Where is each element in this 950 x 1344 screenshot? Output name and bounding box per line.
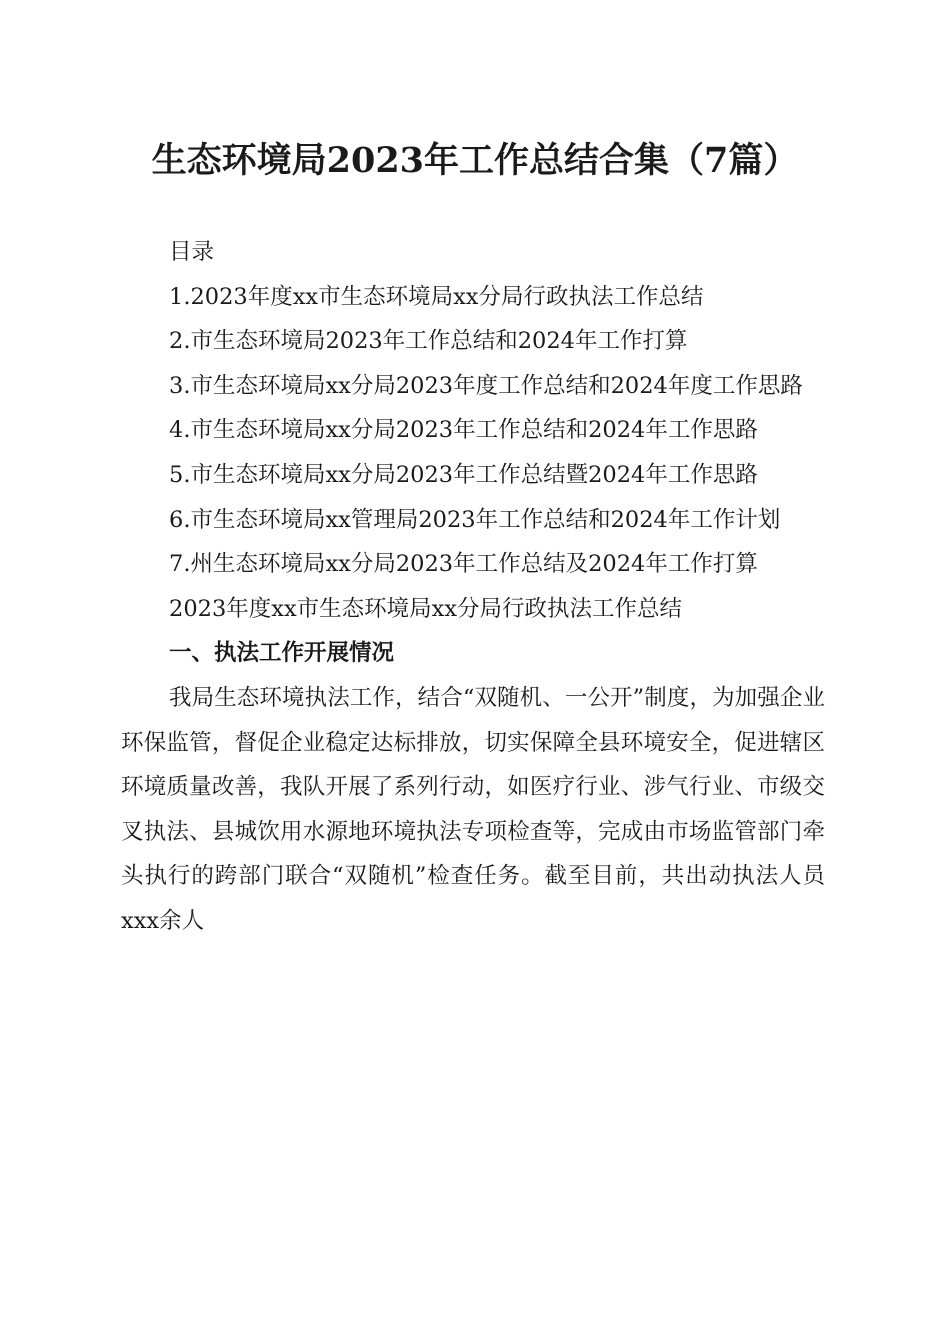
toc-label: 目录 (169, 239, 215, 265)
document-title: 生态环境局2023年工作总结合集（7篇） (151, 140, 799, 181)
toc-item-5: 5.市生态环境局xx分局2023年工作总结暨2024年工作思路 (169, 461, 758, 488)
toc-item-2: 2.市生态环境局2023年工作总结和2024年工作打算 (169, 328, 688, 355)
body-paragraph: 我局生态环境执法工作，结合“双随机、一公开”制度，为加强企业环保监管，督促企业稳定达标排放，切实保障全县环境安全，促进辖区环境质量改善，我队开展了系列行动，如医疗行业、涉气行业、市级交叉执法、县城饮用水源地环境执法专项检查等，完成由市场监管部门牵头执行的跨部门联合“双随机”检查任务。截至目前，共出动执法人员xxx余人 (121, 684, 825, 934)
toc-item-7: 7.州生态环境局xx分局2023年工作总结及2024年工作打算 (169, 551, 758, 578)
article-title: 2023年度xx市生态环境局xx分局行政执法工作总结 (169, 595, 683, 622)
toc-item-1: 1.2023年度xx市生态环境局xx分局行政执法工作总结 (169, 283, 704, 310)
toc-item-4: 4.市生态环境局xx分局2023年工作总结和2024年工作思路 (169, 417, 758, 444)
toc-item-6: 6.市生态环境局xx管理局2023年工作总结和2024年工作计划 (169, 506, 781, 533)
toc-item-3: 3.市生态环境局xx分局2023年度工作总结和2024年度工作思路 (169, 372, 803, 399)
section-heading: 一、执法工作开展情况 (169, 640, 395, 667)
document-body (121, 230, 825, 944)
